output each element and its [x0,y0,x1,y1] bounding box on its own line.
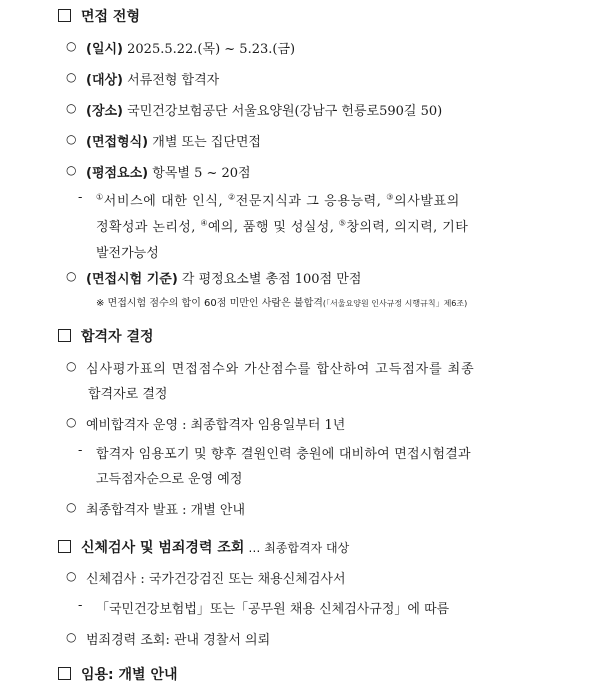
dash-bullet: - [78,443,83,458]
circle-bullet-icon: ○ [66,101,77,115]
decision-method: ○ 심사평가표의 면접점수와 가산점수를 합산하여 고득점자를 최종 [66,359,475,377]
section-heading-decision: 합격자 결정 [58,326,154,346]
checkbox-square-icon [58,329,71,342]
section-heading-appointment: 임용: 개별 안내 [58,664,178,684]
section-heading-check: 신체검사 및 범죄경력 조회 … 최종합격자 대상 [58,537,349,557]
final-announcement: ○ 최종합격자 발표 : 개별 안내 [66,500,246,518]
score-elements-line1: - ①서비스에 대한 인식, ②전문지식과 그 응용능력, ③의사발표의 [78,190,460,209]
circle-bullet-icon: ○ [66,415,77,429]
physical-exam-basis: - 「국민건강보험법」또는「공무원 채용 신체검사규정」에 따름 [78,598,450,617]
reserve-detail-cont: 고득점자순으로 운영 예정 [96,472,243,487]
circle-bullet-icon: ○ [66,39,77,53]
circle-bullet-icon: ○ [66,630,77,644]
criminal-check: ○ 범죄경력 조회: 관내 경찰서 의뢰 [66,630,271,648]
checkbox-square-icon [58,540,71,553]
circle-bullet-icon: ○ [66,569,77,583]
circle-bullet-icon: ○ [66,359,78,373]
checkbox-square-icon [58,667,71,680]
physical-exam: ○ 신체검사 : 국가건강검진 또는 채용신체검사서 [66,569,346,587]
score-elements-line3: 발전가능성 [96,246,159,261]
circle-bullet-icon: ○ [66,269,77,283]
reserve-operation: ○ 예비합격자 운영 : 최종합격자 임용일부터 1년 [66,415,346,433]
reserve-detail: - 합격자 임용포기 및 향후 결원인력 충원에 대비하여 면접시험결과 [78,443,471,462]
circle-bullet-icon: ○ [66,132,77,146]
interview-standard: ○ (면접시험 기준) 각 평정요소별 총점 100점 만점 [66,269,362,287]
section-heading-interview: 면접 전형 [58,6,140,26]
dash-bullet: - [78,598,83,613]
interview-score: ○ (평점요소) 항목별 5 ~ 20점 [66,163,251,181]
score-elements-line2: 정확성과 논리성, ④예의, 품행 및 성실성, ⑤창의력, 의지력, 기타 [96,218,469,235]
decision-method-cont: 합격자로 결정 [88,387,168,402]
circle-bullet-icon: ○ [66,70,77,84]
interview-date: ○ (일시) 2025.5.22.(목) ~ 5.23.(금) [66,39,296,57]
fail-notice: ※ 면접시험 점수의 합이 60점 미만인 사람은 불합격(「서울요양원 인사규정 시행규칙」제6조) [96,298,468,309]
interview-target: ○ (대상) 서류전형 합격자 [66,70,220,88]
circle-bullet-icon: ○ [66,500,77,514]
interview-place: ○ (장소) 국민건강보험공단 서울요양원(강남구 헌릉로590길 50) [66,101,443,119]
circle-bullet-icon: ○ [66,163,77,177]
checkbox-square-icon [58,9,71,22]
interview-format: ○ (면접형식) 개별 또는 집단면접 [66,132,261,150]
dash-bullet: - [78,190,83,205]
